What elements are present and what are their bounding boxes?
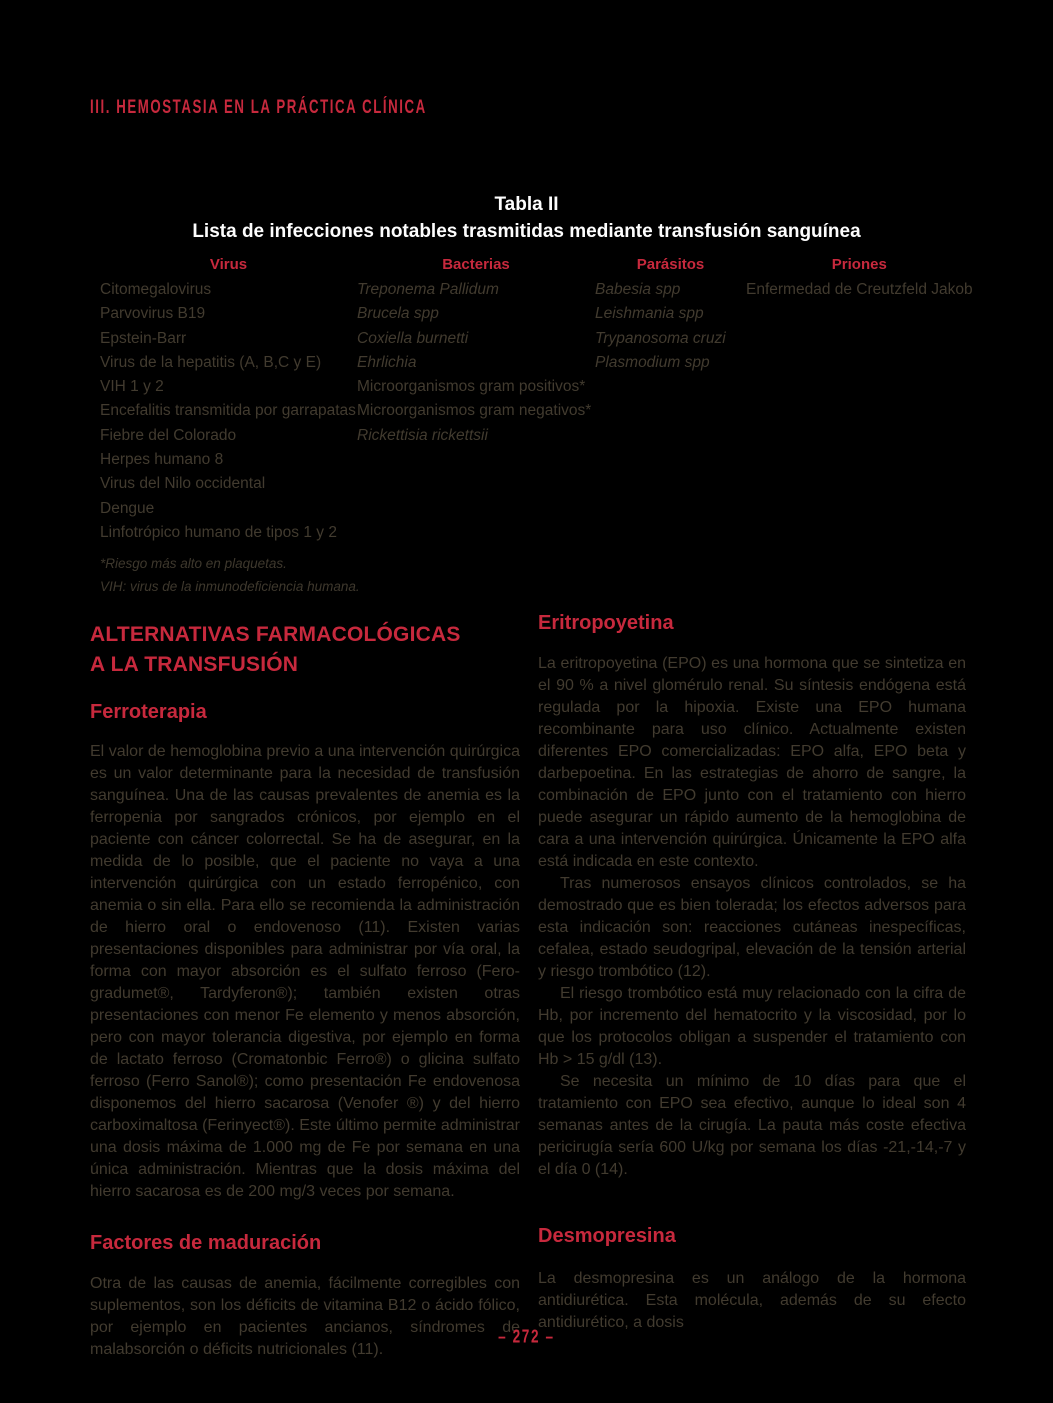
table-grid [90, 256, 973, 545]
table-cell: Brucela spp [357, 305, 439, 323]
infection-table [90, 194, 973, 598]
paragraph: El riesgo trombótico está muy relacionado con la cifra de Hb, por incremento del hematocrito y la viscosidad, por lo que los protocolos obligan a suspender el tratamiento con Hb > 15 g/dl (13). [538, 985, 966, 1068]
table-cell: Rickettisia rickettsii [357, 426, 488, 444]
table-cell: Virus del Nilo occidental [100, 475, 266, 493]
table-cell: Treponema Pallidum [357, 281, 499, 298]
column-cells-virus [100, 278, 357, 545]
paragraph-factores-maduracion: Otra de las causas de anemia, fácilmente corregibles con suplementos, son los déficits de vitamina B12 o ácido fólico, por ejemplo en pacientes ancianos, síndromes de malabsorción o déficits nutricionales (11). [90, 1275, 520, 1358]
table-cell: Parvovirus B19 [100, 305, 206, 323]
heading-ferroterapia: Ferroterapia [90, 701, 207, 723]
column-header-virus: Virus [209, 256, 248, 273]
column-cells-bacterias [357, 278, 595, 448]
right-text-column [538, 612, 966, 1334]
page-footer [0, 1326, 1053, 1346]
table-footnote: VIH: virus de la inmunodeficiencia humana. [100, 579, 360, 595]
table-cell: Plasmodium spp [595, 353, 710, 371]
table-column-priones [746, 256, 973, 545]
paragraph: Se necesita un mínimo de 10 días para que el tratamiento con EPO sea efectivo, aunque lo ideal son 4 semanas antes de la cirugía. La pauta más coste efectiva pericirugía sería 600 U/kg por semana los días -21,-14,-7 y el día 0 (14). [538, 1073, 966, 1178]
column-header-bacterias: Bacterias [442, 256, 510, 273]
table-cell: Leishmania spp [595, 305, 704, 323]
page-number: – 272 – [498, 1326, 555, 1347]
table-cell: Microorganismos gram positivos* [357, 378, 586, 396]
paragraph-ferroterapia: El valor de hemoglobina previo a una intervención quirúrgica es un valor determinante para la necesidad de transfusión sanguínea. Una de las causas prevalentes de anemia es la ferropenia por sangrados crónicos, por ejemplo en el paciente con cáncer colorrectal. Se ha de asegurar, en la medida de lo posible, que el paciente no vaya a una intervención quirúrgica con un estado ferropénico, con anemia o sin ella. Para ello se recomienda la administración de hierro oral o endovenoso (11). Existen varias presentaciones disponibles para administrar por vía oral, la forma con mayor absorción es el sulfato ferroso (Fero-gradumet®, Tardyferon®); también existen otras presentaciones con menor Fe elemento y menos absorción, pero con mayor tolerancia digestiva, por ejemplo en forma de lactato ferroso (Cromatonbic Ferro®) o glicina sulfato ferroso (Ferro Sanol®); como presentación Fe endovenosa disponemos del hierro sacarosa (Venofer ®) y del hierro carboximaltosa (Ferinyect®). Este último permite administrar una dosis máxima de 1.000 mg de Fe por semana en una única administración. Mientras que la dosis máxima del hierro sacarosa es de 200 mg/3 veces por semana. [90, 743, 520, 1200]
table-cell: Epstein-Barr [100, 329, 187, 347]
table-cell: Virus de la hepatitis (A, B,C y E) [100, 353, 322, 371]
section-title-line2: A LA TRANSFUSIÓN [90, 653, 299, 676]
table-cell: Encefalitis transmitida por garrapatas [100, 402, 356, 420]
table-cell: Enfermedad de Creutzfeld Jakob [746, 281, 973, 298]
section-title-line1: ALTERNATIVAS FARMACOLÓGICAS [90, 623, 461, 646]
table-cell: Dengue [100, 499, 155, 517]
table-title: Tabla II [494, 194, 559, 215]
paragraph: La eritropoyetina (EPO) es una hormona que se sintetiza en el 90 % a nivel glomérulo renal. Su síntesis endógena está regulada por la hipoxia. Existe una EPO humana recombinante para uso clínico. Actualmente existen diferentes EPO comercializadas: EPO alfa, EPO beta y darbepoetina. En las estrategias de ahorro de sangre, la combinación de EPO junto con el tratamiento con hierro puede asegurar un rápido aumento de la hemoglobina de cara a una intervención quirúrgica. Únicamente la EPO alfa está indicada en este contexto. [538, 655, 966, 870]
paragraph-desmopresina: La desmopresina es un análogo de la hormona antidiurética. Esta molécula, además de su efecto antidiurético, a dosis [538, 1270, 966, 1331]
table-cell: Microorganismos gram negativos* [357, 402, 592, 420]
column-cells-priones [746, 278, 973, 302]
column-header-parasitos: Parásitos [636, 256, 705, 273]
paragraphs-eritropoyetina [538, 653, 966, 1181]
column-header-priones: Priones [831, 256, 887, 273]
table-cell: Fiebre del Colorado [100, 426, 237, 444]
table-cell: Coxiella burnetti [357, 329, 469, 347]
heading-factores-maduracion: Factores de maduración [90, 1232, 322, 1254]
paragraph: Tras numerosos ensayos clínicos controlados, se ha demostrado que es bien tolerada; los efectos adversos para esta indicación son: reacciones cutáneas inespecíficas, cefalea, estado seudogripal, elevación de la tensión arterial y riesgo trombótico (12). [538, 875, 966, 980]
table-footnotes [90, 552, 963, 598]
table-column-virus [100, 256, 357, 545]
section-title [90, 620, 520, 680]
table-column-parasitos [595, 256, 746, 545]
table-column-bacterias [357, 256, 595, 545]
left-text-column [90, 620, 520, 1361]
running-header: III. HEMOSTASIA EN LA PRÁCTICA CLÍNICA [90, 96, 427, 118]
table-cell: Linfotrópico humano de tipos 1 y 2 [100, 523, 337, 541]
heading-eritropoyetina: Eritropoyetina [538, 612, 674, 634]
table-cell: Ehrlichia [357, 353, 417, 371]
table-cell: Herpes humano 8 [100, 451, 224, 469]
table-cell: VIH 1 y 2 [100, 378, 164, 396]
table-cell: Citomegalovirus [100, 281, 212, 298]
table-cell: Trypanosoma cruzi [595, 329, 726, 347]
column-cells-parasitos [595, 278, 746, 375]
table-subtitle: Lista de infecciones notables trasmitidas mediante transfusión sanguínea [192, 221, 861, 242]
heading-desmopresina: Desmopresina [538, 1225, 676, 1247]
table-cell: Babesia spp [595, 281, 681, 298]
table-footnote: *Riesgo más alto en plaquetas. [100, 556, 287, 572]
